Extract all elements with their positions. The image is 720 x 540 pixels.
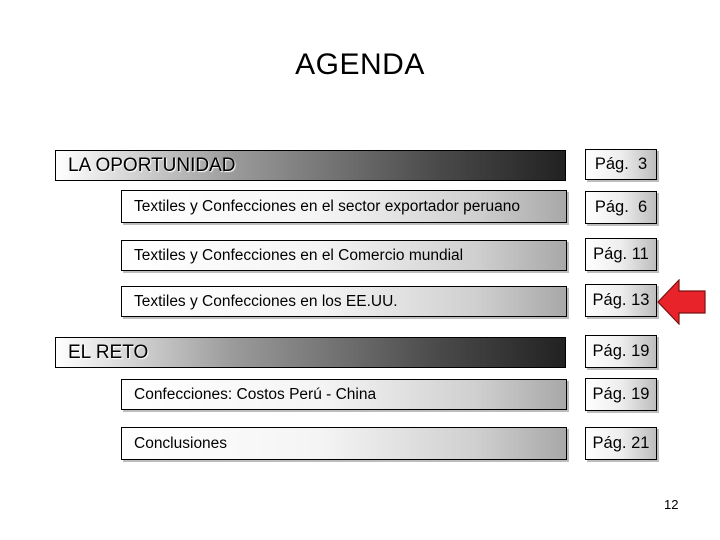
agenda-item-page-ref: Pág. 19 (585, 378, 657, 411)
section-label: EL RETO (68, 341, 149, 363)
agenda-item-label: Textiles y Confecciones en el Comercio mundial (134, 246, 464, 264)
agenda-item-costos-peru-china (121, 379, 567, 410)
section-la-oportunidad (55, 150, 566, 181)
section-page-ref: Pág. 19 (585, 335, 657, 368)
slide-number: 12 (664, 497, 679, 512)
section-label: LA OPORTUNIDAD (68, 154, 236, 176)
agenda-item-sector-exportador (121, 190, 567, 223)
agenda-item-label: Confecciones: Costos Perú - China (134, 385, 377, 403)
left-arrow-icon (657, 279, 707, 325)
agenda-item-page-ref: Pág. 13 (585, 284, 657, 317)
section-page-ref: Pág. 3 (585, 149, 657, 180)
agenda-item-page-ref: Pág. 21 (585, 427, 657, 460)
page-title: AGENDA (295, 48, 425, 81)
agenda-item-page-ref: Pág. 6 (585, 191, 657, 224)
agenda-item-page-ref: Pág. 11 (585, 238, 657, 271)
agenda-item-label: Conclusiones (134, 434, 228, 452)
agenda-item-conclusiones (121, 427, 567, 460)
agenda-item-label: Textiles y Confecciones en el sector exportador peruano (134, 197, 520, 215)
agenda-item-comercio-mundial (121, 240, 567, 271)
agenda-item-eeuu (121, 286, 567, 317)
agenda-item-label: Textiles y Confecciones en los EE.UU. (134, 292, 398, 310)
section-el-reto (55, 337, 566, 368)
